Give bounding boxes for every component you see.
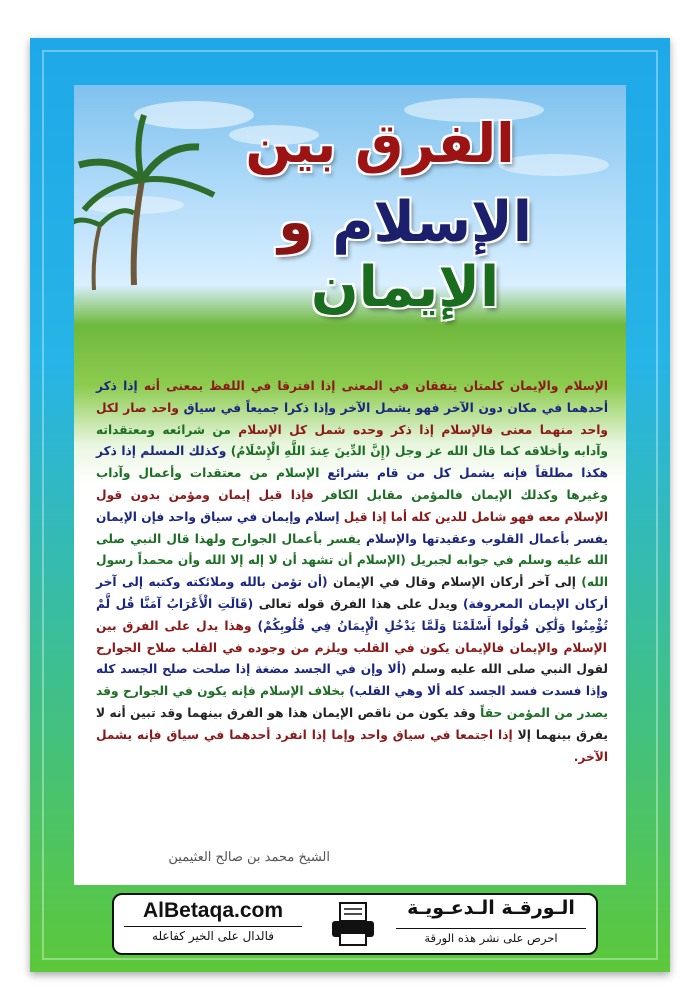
article-text: يفسر بأعمال الجوارح ولهذا قال النبي صلى الله عليه وسلم في جوابه لجبريل bbox=[96, 531, 608, 568]
footer-slogan: فالدال على الخير كفاعله bbox=[124, 926, 302, 943]
article-text: إذا اجتمعا في سياق واحد وإما إذا انفرد أحدهما في سياق فإنه يشمل الآخر. bbox=[96, 727, 608, 764]
article-text: من شرائعه ومعتقداته وآدابه وأخلاقه كما قال الله عز وجل bbox=[96, 422, 609, 459]
hadith-quote: (الإسلام أن تشهد أن لا إله إلا الله وأن محمداً رسول الله) bbox=[96, 553, 608, 590]
printer-icon bbox=[328, 901, 378, 947]
article-text: الإسلام والإيمان كلمتان يتفقان في المعنى إذا افترقا في اللفظ بمعنى أنه bbox=[137, 379, 608, 393]
title-iman: الإيمان bbox=[310, 255, 500, 320]
article-text: إلى آخر أركان الإسلام وقال في الإيمان bbox=[327, 575, 576, 590]
quran-quote: (قَالَتِ الْأَعْرَابُ آمَنَّا قُل لَّمْ تُؤْمِنُوا وَلَٰكِن قُولُوا أَسْلَمْنَا وَلَمَّا يَدْخُلِ الْإِيمَانُ فِي قُلُوبِكُمْ) bbox=[96, 596, 608, 633]
article-text: لقول النبي صلى الله عليه وسلم bbox=[406, 662, 608, 677]
footer-box bbox=[112, 893, 598, 955]
footer-note: احرص على نشر هذه الورقة bbox=[396, 928, 586, 945]
article-body bbox=[96, 376, 608, 768]
brand-title: الـورقـة الـدعـويـة bbox=[407, 897, 575, 919]
title-islam: الإسلام bbox=[332, 190, 532, 255]
hadith-quote: (أن تؤمن بالله وملائكته وكتبه إلى آخر أركان الإيمان المعروفة) bbox=[96, 575, 608, 611]
site-link[interactable]: AlBetaqa.com bbox=[142, 899, 284, 922]
article-text: واحد صار لكل واحد منهما معنى فالإسلام إذا ذكر وحده شمل كل الإسلام bbox=[96, 400, 608, 437]
article-text: إذا ذكر أحدهما في مكان دون الآخر فهو يشمل الآخر وإذا ذكرا جميعاً في سياق bbox=[96, 379, 608, 415]
article-text: فإذا قيل إيمان ومؤمن بدون قول الإسلام معه فهو شامل للدين كله أما إذا قيل bbox=[96, 487, 608, 524]
quran-quote: (إِنَّ الدِّينَ عِندَ اللَّهِ الْإِسْلَامُ) bbox=[226, 444, 391, 459]
hadith-quote: (ألا وإن في الجسد مضغة إذا صلحت صلح الجسد كله وإذا فسدت فسد الجسد كله ألا وهي القلب) bbox=[96, 662, 609, 699]
article-text: وهذا يدل على الفرق بين الإسلام والإيمان فالإيمان يكون في القلب ويلزم من وجوده في القلب صلاح الجوارح bbox=[96, 618, 607, 655]
article-text: إسلام وإيمان في سياق واحد فإن الإيمان يفسر بأعمال القلوب وعقيدتها والإسلام bbox=[96, 509, 608, 546]
title-wa: و bbox=[278, 190, 313, 255]
author-name: الشيخ محمد بن صالح العثيمين bbox=[168, 850, 330, 865]
article-text: بخلاف الإسلام فإنه يكون في الجوارح وقد يصدر من المؤمن حقاً bbox=[96, 684, 608, 720]
article-text: وكذلك المسلم إذا ذكر هكذا مطلقاً فإنه يشمل كل من قام بشرائع bbox=[96, 444, 608, 481]
title-line-2 bbox=[205, 190, 605, 320]
article-text: وقد يكون من ناقص الإيمان هذا هو الفرق بينهما وقد تبين أنه لا يفرق بينهما إلا bbox=[96, 705, 608, 742]
article-text: ويدل على هذا الفرق قوله تعالى bbox=[253, 596, 458, 611]
article-text: الإسلام من معتقدات وأعمال وآداب وغيرها وكذلك الإيمان فالمؤمن مقابل الكافر bbox=[96, 466, 608, 502]
title-line-1: الفرق بين bbox=[245, 112, 515, 175]
